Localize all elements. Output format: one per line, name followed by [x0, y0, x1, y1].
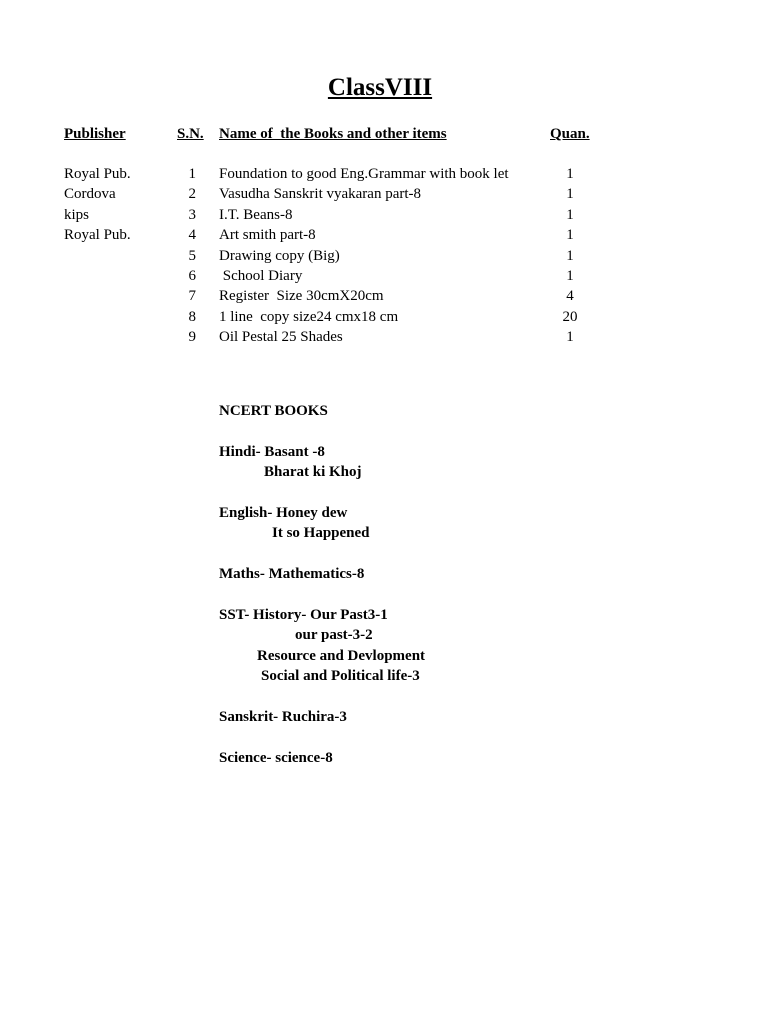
ncert-sanskrit: Sanskrit- Ruchira-3	[219, 708, 347, 725]
table-row	[0, 286, 768, 306]
sn-cell: 4	[188, 227, 196, 244]
quantity-cell: 1	[566, 227, 574, 244]
item-name-cell: I.T. Beans-8	[219, 206, 293, 223]
quantity-cell: 20	[562, 308, 578, 325]
ncert-maths: Maths- Mathematics-8	[219, 566, 365, 583]
item-name-cell: Art smith part-8	[219, 227, 316, 244]
ncert-sst: SST- History- Our Past3-1	[219, 606, 388, 623]
ncert-sst-4: Social and Political life-3	[261, 668, 420, 685]
publisher-cell: Royal Pub.	[64, 166, 131, 182]
table-row	[0, 307, 768, 327]
quantity-cell: 1	[566, 267, 574, 284]
quantity-cell: 1	[566, 329, 574, 346]
table-row	[0, 266, 768, 286]
sn-cell: 1	[188, 166, 196, 182]
ncert-sst-2: our past-3-2	[295, 627, 373, 644]
item-name-cell: Vasudha Sanskrit vyakaran part-8	[219, 186, 422, 203]
header-name: Name of the Books and other items	[219, 126, 447, 142]
quantity-cell: 4	[566, 288, 574, 305]
ncert-heading: NCERT BOOKS	[219, 403, 328, 419]
quantity-cell: 1	[566, 206, 574, 223]
ncert-sst-3: Resource and Devlopment	[257, 647, 426, 664]
item-name-cell: Oil Pestal 25 Shades	[219, 329, 343, 346]
ncert-books-section	[219, 401, 425, 768]
publisher-cell: kips	[64, 206, 90, 223]
ncert-hindi-2: Bharat ki Khoj	[264, 464, 362, 481]
table-row	[0, 184, 768, 204]
header-quantity: Quan.	[550, 126, 590, 142]
ncert-english: English- Honey dew	[219, 504, 348, 521]
quantity-cell: 1	[566, 247, 574, 264]
items-table	[0, 164, 768, 348]
table-row	[0, 205, 768, 225]
publisher-cell: Cordova	[64, 186, 116, 203]
sn-cell: 6	[188, 267, 196, 284]
item-name-cell: 1 line copy size24 cmx18 cm	[219, 308, 399, 325]
sn-cell: 3	[188, 206, 196, 223]
sn-cell: 5	[188, 247, 196, 264]
sn-cell: 2	[188, 186, 196, 203]
item-name-cell: Foundation to good Eng.Grammar with book let	[219, 166, 509, 182]
header-publisher: Publisher	[64, 126, 126, 142]
sn-cell: 7	[188, 288, 196, 305]
ncert-english-2: It so Happened	[272, 525, 370, 542]
table-row	[0, 225, 768, 245]
page-title: ClassVIII	[327, 74, 433, 101]
item-name-cell: School Diary	[219, 267, 303, 284]
ncert-hindi: Hindi- Basant -8	[219, 443, 325, 460]
sn-cell: 8	[188, 308, 196, 325]
quantity-cell: 1	[566, 186, 574, 203]
quantity-cell: 1	[566, 166, 574, 182]
table-row	[0, 246, 768, 266]
table-row	[0, 327, 768, 347]
sn-cell: 9	[188, 329, 196, 346]
table-row	[0, 164, 768, 184]
publisher-cell: Royal Pub.	[64, 227, 131, 244]
item-name-cell: Register Size 30cmX20cm	[219, 288, 384, 305]
header-sn: S.N.	[177, 126, 204, 142]
item-name-cell: Drawing copy (Big)	[219, 247, 340, 264]
ncert-science: Science- science-8	[219, 749, 333, 766]
